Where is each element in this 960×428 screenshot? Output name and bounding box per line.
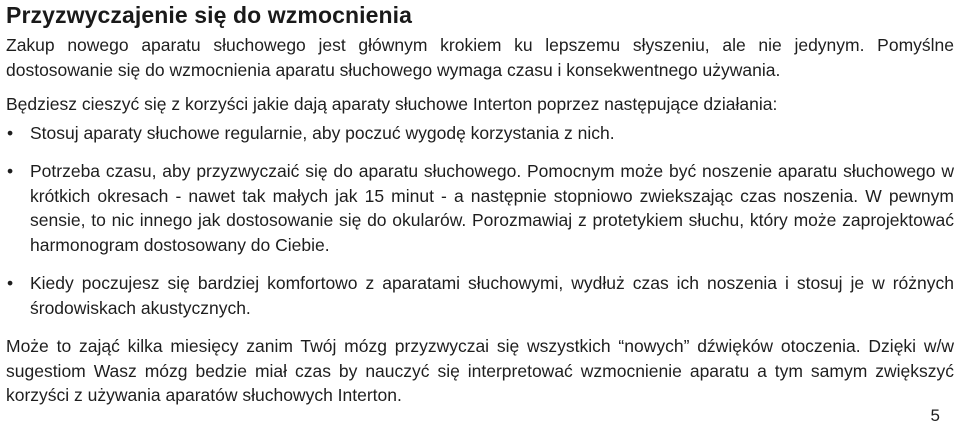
bullet-icon: •: [7, 122, 14, 143]
bullet-icon: •: [7, 273, 14, 293]
closing-paragraph: Może to zająć kilka miesięcy zanim Twój mózg przyzwyczai się wszystkich “nowych” dźwięków otoczenia. Dzięki w/w sugestiom Wasz mózg bedzie miał czas by nauczyć się interpretować wzmocnienie aparatu a tym samym zwiększyć korzyści z używania aparatów słuchowych Interton.: [6, 336, 954, 405]
bullet-text: Stosuj aparaty słuchowe regularnie, aby poczuć wygodę korzystania z nich.: [30, 122, 615, 143]
intro-paragraph: Zakup nowego aparatu słuchowego jest głównym krokiem ku lepszemu słyszeniu, ale nie jedynym. Pomyślne dostosowanie się do wzmocnienia aparatu słuchowego wymaga czasu i konsekwentnego używania.: [6, 35, 954, 80]
bullet-list: [6, 121, 954, 321]
bullet-item: [6, 159, 954, 257]
bullet-icon: •: [7, 161, 14, 181]
page-number: 5: [930, 406, 940, 425]
document-page: [6, 0, 954, 408]
section-heading: Przyzwyczajenie się do wzmocnienia: [6, 2, 413, 28]
lead-paragraph: Będziesz cieszyć się z korzyści jakie dają aparaty słuchowe Interton poprzez następujące działania:: [6, 94, 778, 114]
bullet-text: Kiedy poczujesz się bardziej komfortowo z aparatami słuchowymi, wydłuż czas ich noszenia i stosuj je w różnych środowiskach akustycznych.: [30, 273, 954, 318]
bullet-text: Potrzeba czasu, aby przyzwyczaić się do aparatu słuchowego. Pomocnym może być noszenie aparatu słuchowego w krótkich okresach - nawet tak małych jak 15 minut - a następnie stopniowo zwiekszając czas noszenia. W pewnym sensie, to nic innego jak dostosowanie się do okularów. Porozmawiaj z protetykiem słuchu, który może zaprojektować harmonogram dostosowany do Ciebie.: [30, 161, 954, 255]
bullet-item: [6, 271, 954, 320]
bullet-item: [6, 121, 954, 146]
